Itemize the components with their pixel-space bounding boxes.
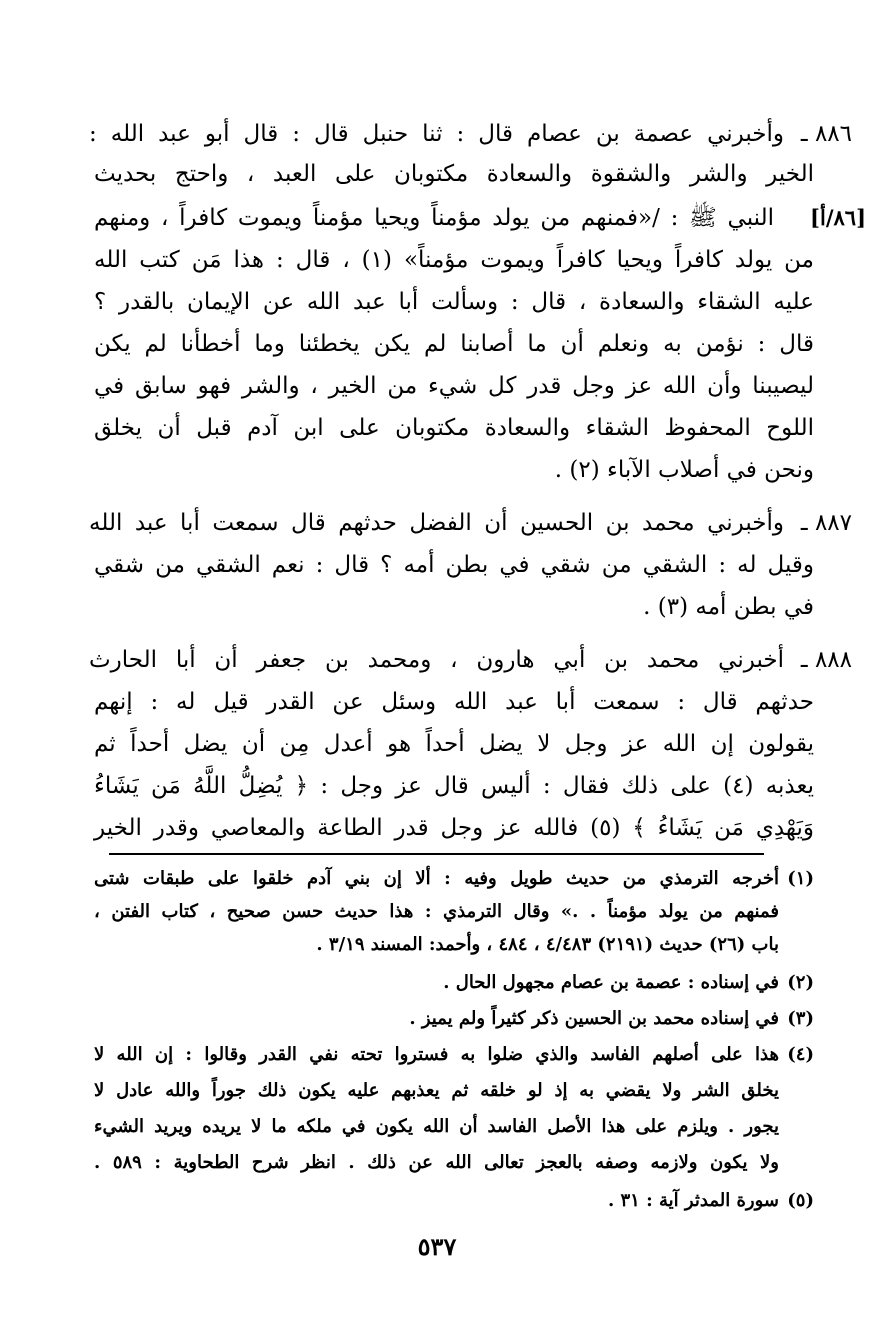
footnote-line: هذا على أصلهم الفاسد والذي ضلوا به فستروا تحته نفي القدر وقالوا : إن الله لا — [94, 1044, 779, 1065]
hadith-line: وقيل له : الشقي من شقي في بطن أمه ؟ قال : نعم الشقي من شقي — [94, 552, 814, 578]
page-number: ٥٣٧ — [417, 1232, 457, 1261]
footnote-line: سورة المدثر آية : ٣١ . — [607, 1190, 779, 1211]
hadith-line-last: ونحن في أصلاب الآباء (٢) . — [554, 457, 814, 483]
hadith-line: من يولد كافراً ويحيا كافراً ويموت مؤمناً» (١) ، قال : هذا مَن كتب الله — [94, 247, 815, 273]
footnote-line-last: باب (٢٦) حديث (٢١٩١) ٤/٤٨٣ ، ٤٨٤ ، وأحمد: المسند ٣/١٩ . — [316, 934, 779, 955]
footnote-number: (٢) — [787, 972, 814, 993]
hadith-line: يقولون إن الله عز وجل لا يضل أحداً هو أعدل مِن أن يضل أحداً ثم — [94, 731, 814, 757]
hadith-line: ليصيبنا وأن الله عز وجل قدر كل شيء من الخير ، والشر فهو سابق في — [94, 373, 814, 399]
hadith-line: النبي ﷺ : /«فمنهم من يولد مؤمناً ويحيا مؤمناً ويموت كافراً ، ومنهم — [94, 205, 774, 231]
hadith-line: قال : نؤمن به ونعلم أن ما أصابنا لم يكن يخطئنا وما أخطأنا لم يكن — [94, 331, 814, 357]
hadith-line: عليه الشقاء والسعادة ، قال : وسألت أبا عبد الله عن الإيمان بالقدر ؟ — [94, 289, 814, 315]
footnote-number: (٥) — [787, 1190, 814, 1211]
footnote-line: يخلق الشر ولا يقضي به إذ لو خلقه ثم يعذبهم عليه يكون ذلك جوراً والله عادل لا — [94, 1080, 779, 1101]
margin-folio-ref: [٨٦/أ] — [810, 205, 866, 230]
footnote-number: (١) — [787, 868, 814, 889]
footnote-line: ولا يكون ولازمه وصفه بالعجز تعالى الله عن ذلك . انظر شرح الطحاوية : ٥٨٩ . — [94, 1152, 779, 1173]
hadith-line-last: في بطن أمه (٣) . — [643, 594, 814, 620]
hadith-number: ٨٨٧ ـ — [800, 510, 852, 536]
hadith-line: وأخبرني محمد بن الحسين أن الفضل حدثهم قال سمعت أبا عبد الله — [89, 510, 784, 536]
footnote-line: أخرجه الترمذي من حديث طويل وفيه : ألا إن بني آدم خلقوا على طبقات شتى — [94, 868, 779, 889]
hadith-line: وَيَهْدِي مَن يَشَاءُ ﴾ (٥) فالله عز وجل قدر الطاعة والمعاصي وقدر الخير — [94, 815, 815, 841]
hadith-line: اللوح المحفوظ الشقاء والسعادة مكتوبان على ابن آدم قبل أن يخلق — [94, 415, 814, 441]
footnote-line: في إسناده : عصمة بن عصام مجهول الحال . — [443, 972, 779, 993]
hadith-line: أخبرني محمد بن أبي هارون ، ومحمد بن جعفر أن أبا الحارث — [89, 647, 784, 673]
footnote-separator — [109, 853, 764, 855]
footnote-number: (٤) — [787, 1044, 814, 1065]
hadith-number: ٨٨٨ ـ — [800, 647, 852, 673]
footnote-line: فمنهم من يولد مؤمناً . .» وقال الترمذي : هذا حديث حسن صحيح ، كتاب الفتن ، — [94, 901, 779, 922]
footnote-line: يجور . ويلزم على هذا الأصل الفاسد أن الله يكون في ملكه ما لا يريده ويريد الشيء — [94, 1116, 779, 1137]
hadith-line: حدثهم قال : سمعت أبا عبد الله وسئل عن القدر قيل له : إنهم — [94, 689, 814, 715]
hadith-line: وأخبرني عصمة بن عصام قال : ثنا حنبل قال : قال أبو عبد الله : — [89, 121, 784, 147]
footnote-number: (٣) — [787, 1008, 814, 1029]
hadith-line: الخير والشر والشقوة والسعادة مكتوبان على العبد ، واحتج بحديث — [94, 161, 814, 187]
hadith-number: ٨٨٦ ـ — [800, 121, 852, 147]
footnote-line: في إسناده محمد بن الحسين ذكر كثيراً ولم يميز . — [409, 1008, 779, 1029]
hadith-line: يعذبه (٤) على ذلك فقال : أليس قال عز وجل : ﴿ يُضِلُّ اللَّهُ مَن يَشَاءُ — [94, 773, 814, 799]
